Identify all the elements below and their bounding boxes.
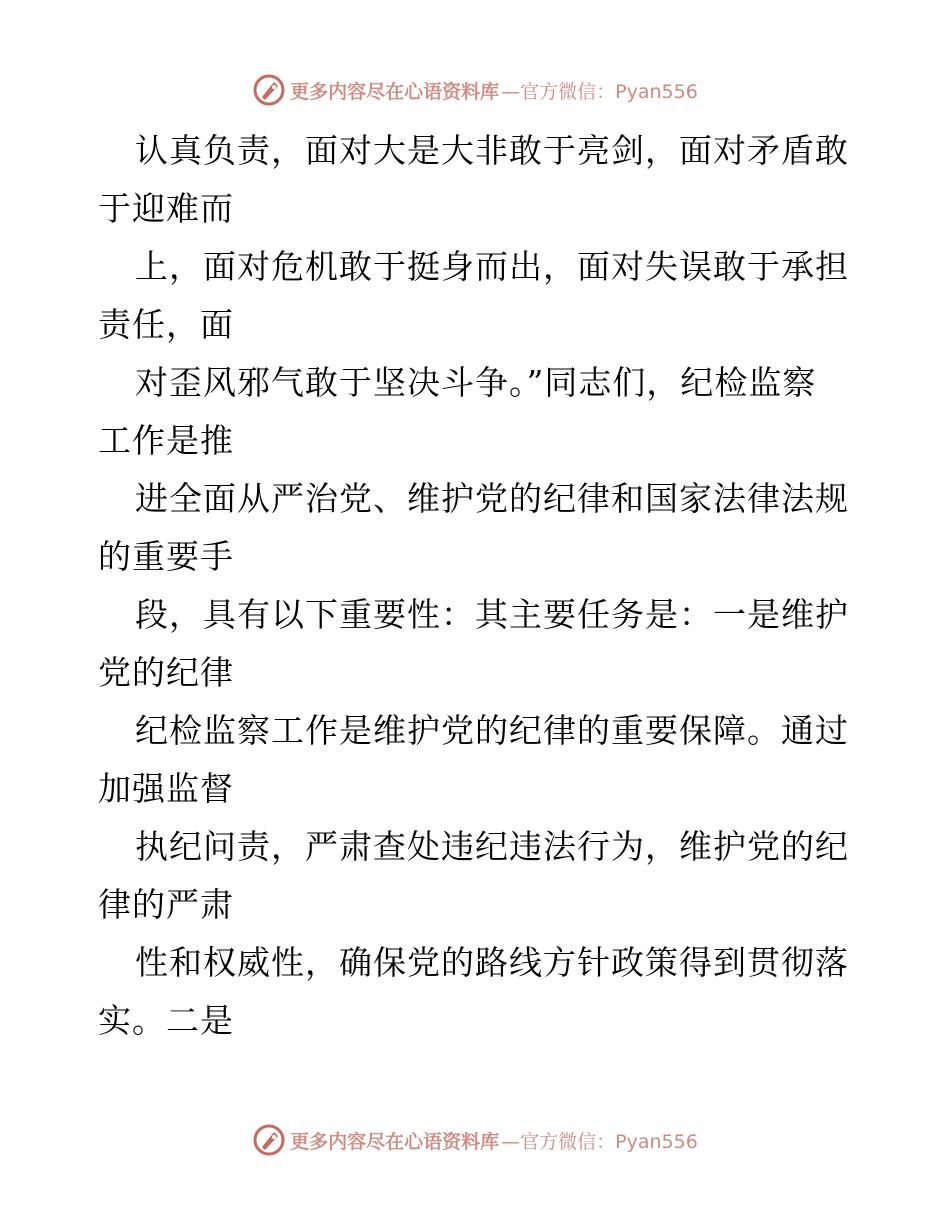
paragraph-line: 对歪风邪气敢于坚决斗争。”同志们，纪检监察 [135,363,817,402]
paragraph [98,470,858,586]
pen-nib-logo-icon [252,1123,286,1157]
paragraph-line: 加强监督 [98,769,234,808]
paragraph [98,702,858,818]
header-banner-sub: —官方微信：Pyan556 [501,80,698,103]
paragraph [98,122,858,238]
paragraph-line: 认真负责，面对大是大非敢于亮剑，面对矛盾敢 [135,131,849,170]
footer-banner [0,1120,950,1160]
paragraph-line: 责任，面 [98,305,234,344]
paragraph-line: 律的严肃 [98,885,234,924]
paragraph-line: 纪检监察工作是维护党的纪律的重要保障。通过 [135,711,849,750]
paragraph-line: 上，面对危机敢于挺身而出，面对失误敢于承担 [135,247,849,286]
paragraph-line: 于迎难而 [98,189,234,228]
paragraph-line: 实。二是 [98,1001,234,1040]
paragraph [98,586,858,702]
paragraph [98,818,858,934]
footer-banner-sub: —官方微信：Pyan556 [501,1130,698,1153]
footer-banner-text: 更多内容尽在心语资料库 [290,1130,500,1153]
header-banner [0,70,950,110]
paragraph [98,934,858,1050]
paragraph-line: 党的纪律 [98,653,234,692]
paragraph [98,354,858,470]
header-banner-text: 更多内容尽在心语资料库 [290,80,500,103]
paragraph-line: 的重要手 [98,537,234,576]
paragraph-line: 性和权威性，确保党的路线方针政策得到贯彻落 [135,943,849,982]
paragraph-line: 段，具有以下重要性：其主要任务是：一是维护 [135,595,849,634]
paragraph [98,238,858,354]
pen-nib-logo-icon [252,73,286,107]
paragraph-line: 工作是推 [98,421,234,460]
paragraph-line: 进全面从严治党、维护党的纪律和国家法律法规 [135,479,849,518]
paragraph-line: 执纪问责，严肃查处违纪违法行为，维护党的纪 [135,827,849,866]
document-body [98,122,858,1050]
